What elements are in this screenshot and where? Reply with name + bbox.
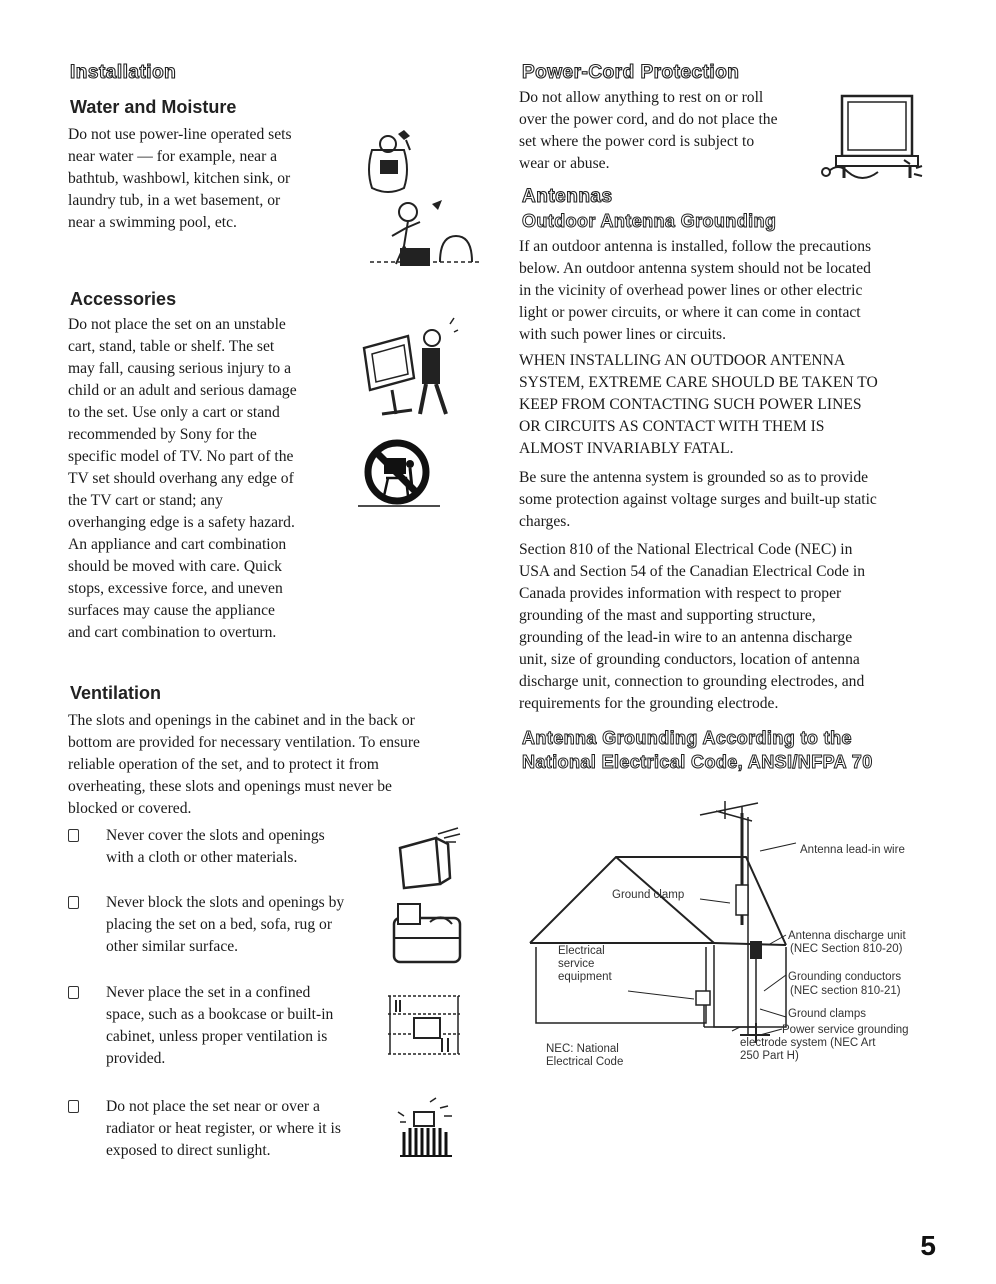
label-ground-clamp: Ground clamp: [612, 889, 685, 901]
label-service: service: [558, 958, 595, 970]
covered-tv-icon: [396, 828, 466, 892]
nec-heading-line1: Antenna Grounding According to the: [522, 728, 852, 748]
antenna-grounding-diagram: [520, 795, 940, 1075]
ventilation-bullet-bed: Never block the slots and openings by placing the set on a bed, sofa, rug or other similar surface.: [68, 892, 426, 958]
label-discharge-section: (NEC Section 810-20): [790, 943, 903, 955]
tv-power-cord-illustration: [818, 94, 926, 180]
ventilation-bullet-radiator: Do not place the set near or over a radiator or heat register, or where it is exposed to direct sunlight.: [68, 1096, 436, 1162]
ventilation-bullet-cloth: Never cover the slots and openings with a cloth or other materials.: [68, 825, 406, 869]
checkbox-bullet-icon: [68, 986, 79, 999]
label-power-service: Power service grounding: [782, 1024, 909, 1036]
label-electrical: Electrical: [558, 945, 605, 957]
antennas-heading: Antennas: [522, 186, 613, 207]
accessories-heading: Accessories: [70, 289, 177, 309]
label-discharge-unit: Antenna discharge unit: [788, 930, 906, 942]
tv-on-sofa-icon: [390, 898, 462, 964]
outdoor-antenna-p3: Be sure the antenna system is grounded so as to provide some protection against voltage surges and built-up static charges.: [519, 469, 877, 530]
outdoor-antenna-warning: WHEN INSTALLING AN OUTDOOR ANTENNA SYSTEM, EXTREME CARE SHOULD BE TAKEN TO KEEP FROM CONTACTING SUCH POWER LINES OR CIRCUITS AS CONTACT WITH THEM IS ALMOST INVARIABLY FATAL.: [519, 352, 878, 457]
checkbox-bullet-icon: [68, 1100, 79, 1113]
installation-heading: Installation: [70, 62, 177, 83]
power-cord-heading: Power-Cord Protection: [522, 62, 740, 83]
label-lead-in-wire: Antenna lead-in wire: [800, 844, 905, 856]
electrical-service-box: [696, 991, 710, 1005]
label-nec-code: Electrical Code: [546, 1056, 624, 1068]
falling-tv-illustration: [358, 318, 458, 418]
outdoor-antenna-p1: If an outdoor antenna is installed, follow the precautions below. An outdoor antenna system should not be located in the vicinity of overhead power lines or other electric light or power circuits, or where it can come in contact with such power lines or circuits.: [519, 238, 872, 343]
bathtub-drop-illustration: [358, 130, 418, 198]
power-cord-text: Do not allow anything to rest on or roll over the power cord, and do not place the set where the power cord is subject to wear or abuse.: [519, 89, 778, 172]
label-art-part: 250 Part H): [740, 1050, 799, 1062]
discharge-unit: [750, 941, 762, 959]
outdoor-antenna-heading: Outdoor Antenna Grounding: [522, 211, 777, 231]
label-equipment: equipment: [558, 971, 612, 983]
page-number: 5: [920, 1230, 936, 1261]
label-conductors-section: (NEC section 810-21): [790, 985, 901, 997]
water-moisture-heading: Water and Moisture: [70, 97, 237, 117]
antenna-elements: [700, 801, 758, 821]
label-ground-clamps: Ground clamps: [788, 1008, 866, 1020]
water-moisture-text: Do not use power-line operated sets near water — for example, near a bathtub, washbowl, kitchen sink, or laundry tub, in a wet basement, or near a swimming pool, etc.: [68, 126, 292, 231]
pool-hazard-illustration: [370, 200, 480, 270]
bookcase-icon: [384, 992, 464, 1058]
label-electrode-system: electrode system (NEC Art: [740, 1037, 876, 1049]
ventilation-heading: Ventilation: [70, 683, 162, 703]
checkbox-bullet-icon: [68, 829, 79, 842]
label-grounding-conductors: Grounding conductors: [788, 971, 902, 983]
ventilation-text: The slots and openings in the cabinet and in the back or bottom are provided for necessary ventilation. To ensure reliable operation of the set, and to protect it from overheating, these slots and openings must never be blocked or covered.: [68, 712, 420, 817]
outdoor-antenna-p4: Section 810 of the National Electrical Code (NEC) in USA and Section 54 of the Canadian Electrical Code in Canada provides information with respect to proper grounding of the mast and supporting structure, grounding of the lead-in wire to an antenna discharge unit, size of grounding conductors, location of antenna discharge unit, connection to grounding electrodes, and requirements for the grounding electrode.: [519, 541, 866, 712]
checkbox-bullet-icon: [68, 896, 79, 909]
accessories-text: Do not place the set on an unstable cart, stand, table or shelf. The set may fall, causing serious injury to a child or an adult and serious damage to the set. Use only a cart or stand recommended by Sony for the specific model of TV. No part of the TV set should overhang any edge of the TV cart or stand; any overhanging edge is a safety hazard. An appliance and cart combination should be moved with care. Quick stops, excessive force, and uneven surfaces may cause the appliance and cart combination to overturn.: [68, 316, 297, 641]
no-unstable-cart-icon: [362, 438, 432, 508]
leader-lead-in: [760, 843, 796, 851]
ventilation-bullet-bookcase: Never place the set in a confined space, such as a bookcase or built-in cabinet, unless proper ventilation is provided.: [68, 982, 416, 1070]
label-nec-national: NEC: National: [546, 1043, 619, 1055]
nec-heading-line2: National Electrical Code, ANSI/NFPA 70: [522, 752, 873, 772]
radiator-sun-icon: [396, 1098, 460, 1158]
